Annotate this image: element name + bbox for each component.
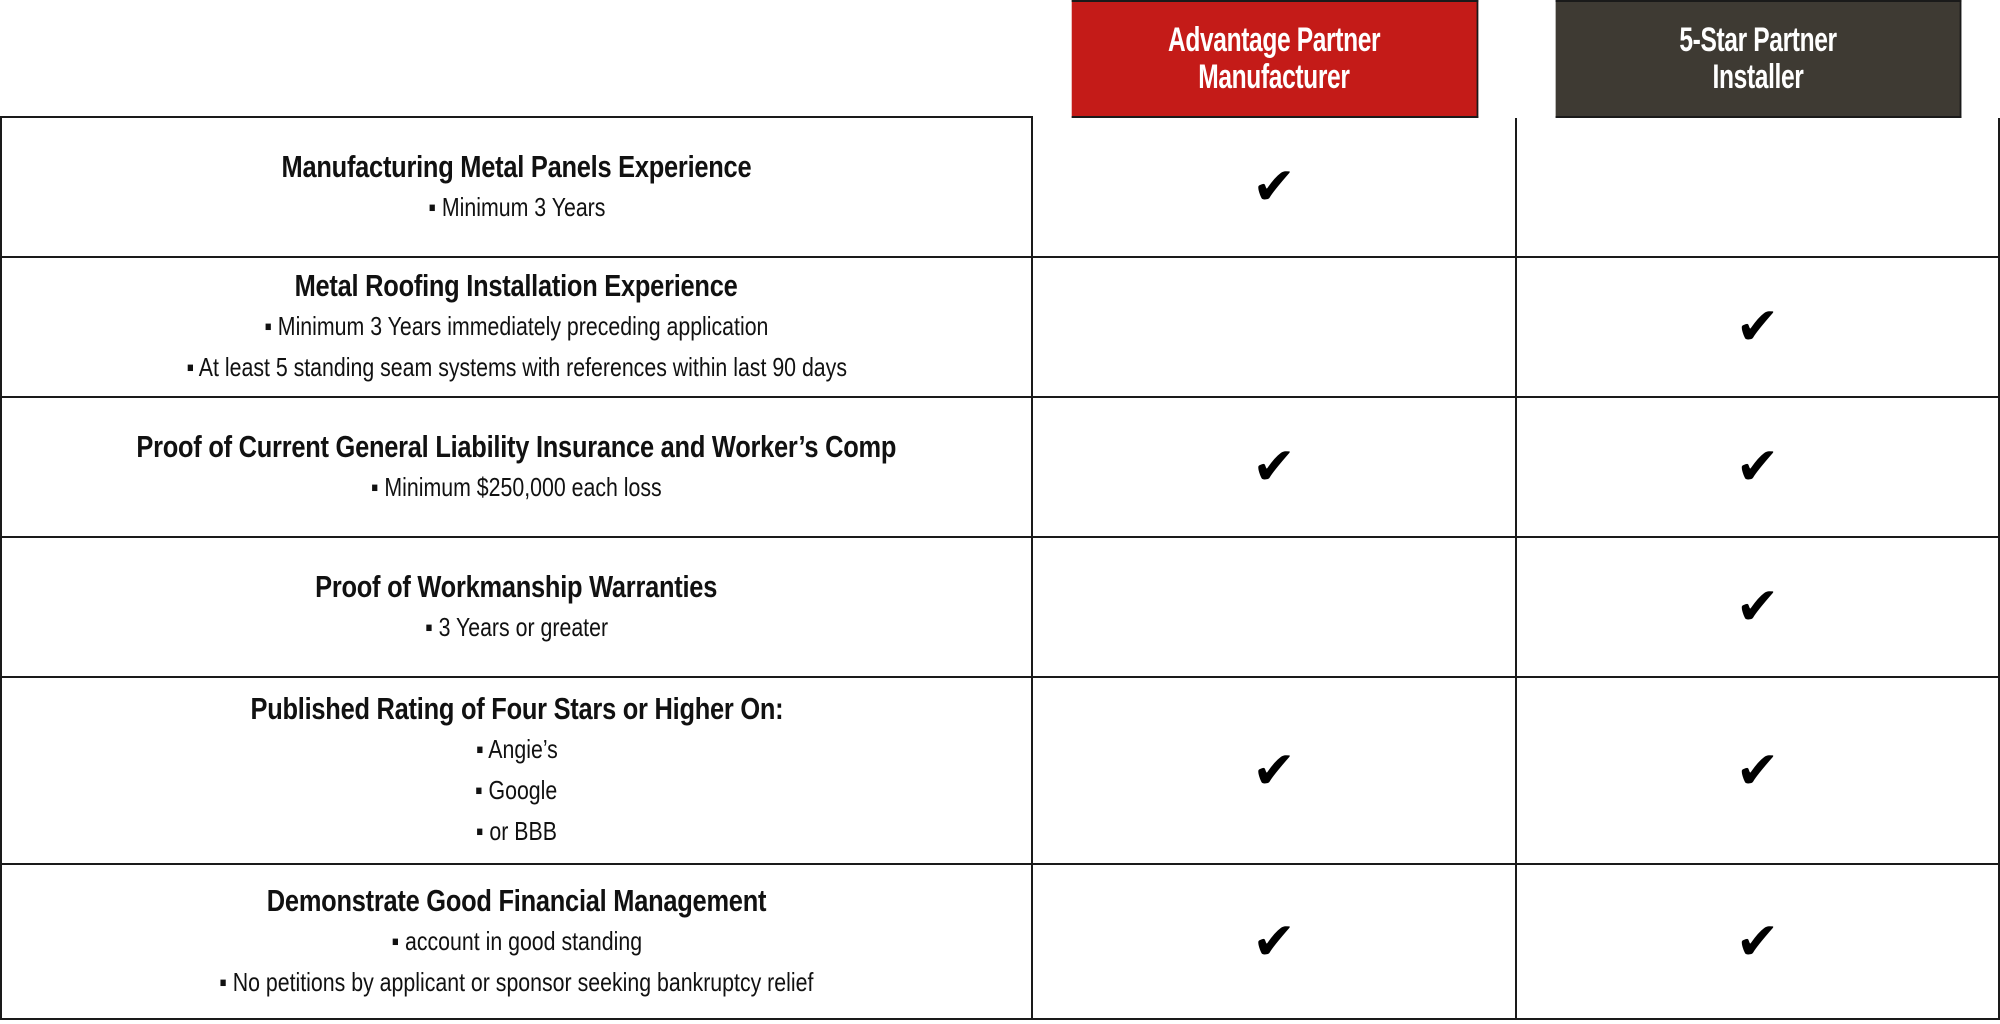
column-header-line: 5-Star Partner	[1678, 21, 1837, 59]
requirement-cell	[0, 118, 1033, 258]
requirement-cell	[0, 865, 1033, 1020]
column-header-installer	[1556, 0, 1962, 118]
installer-check-cell	[1517, 678, 2000, 865]
manufacturer-check-cell	[1033, 398, 1517, 538]
checkmark-icon: ✔	[1252, 437, 1296, 497]
checkmark-icon: ✔	[1735, 740, 1780, 801]
installer-check-cell	[1517, 538, 2000, 678]
manufacturer-check-cell	[1033, 118, 1517, 258]
requirement-title: Proof of Workmanship Warranties	[315, 568, 718, 604]
checkmark-icon: ✔	[1252, 157, 1296, 217]
requirement-detail: ▪ 3 Years or greater	[425, 611, 608, 642]
table-corner	[0, 0, 1033, 118]
installer-check-cell	[1517, 118, 2000, 258]
requirement-title: Proof of Current General Liability Insurance and Worker’s Comp	[136, 428, 897, 464]
manufacturer-check-cell	[1033, 538, 1517, 678]
requirement-detail: ▪ or BBB	[475, 816, 557, 846]
requirement-detail: ▪ No petitions by applicant or sponsor seeking bankruptcy relief	[219, 966, 814, 997]
requirement-title: Metal Roofing Installation Experience	[295, 268, 738, 303]
requirement-detail: ▪ Minimum $250,000 each loss	[371, 471, 662, 502]
requirement-detail: ▪ Angie’s	[475, 734, 558, 764]
checkmark-icon: ✔	[1735, 297, 1780, 357]
requirement-detail: ▪ account in good standing	[391, 925, 642, 956]
requirement-detail: ▪ Minimum 3 Years immediately preceding application	[264, 311, 769, 341]
checkmark-icon: ✔	[1735, 577, 1780, 637]
column-header-line: Installer	[1712, 58, 1804, 96]
installer-check-cell	[1517, 258, 2000, 398]
requirement-cell	[0, 678, 1033, 865]
requirement-title: Published Rating of Four Stars or Higher On:	[250, 691, 783, 726]
manufacturer-check-cell	[1033, 678, 1517, 865]
requirement-cell	[0, 398, 1033, 538]
requirement-detail: ▪ Google	[475, 775, 558, 805]
requirement-detail: ▪ At least 5 standing seam systems with references within last 90 days	[186, 352, 847, 382]
column-header-line: Advantage Partner	[1168, 21, 1381, 59]
checkmark-icon: ✔	[1735, 911, 1780, 972]
requirement-title: Manufacturing Metal Panels Experience	[281, 148, 752, 184]
checkmark-icon: ✔	[1735, 437, 1780, 497]
manufacturer-check-cell	[1033, 258, 1517, 398]
column-header-line: Manufacturer	[1198, 58, 1350, 96]
requirement-cell	[0, 538, 1033, 678]
requirement-detail: ▪ Minimum 3 Years	[427, 191, 605, 222]
installer-check-cell	[1517, 865, 2000, 1020]
checkmark-icon: ✔	[1252, 740, 1296, 801]
manufacturer-check-cell	[1033, 865, 1517, 1020]
requirement-title: Demonstrate Good Financial Management	[266, 882, 767, 918]
column-header-manufacturer	[1072, 0, 1479, 118]
checkmark-icon: ✔	[1252, 911, 1296, 972]
installer-check-cell	[1517, 398, 2000, 538]
requirement-cell	[0, 258, 1033, 398]
